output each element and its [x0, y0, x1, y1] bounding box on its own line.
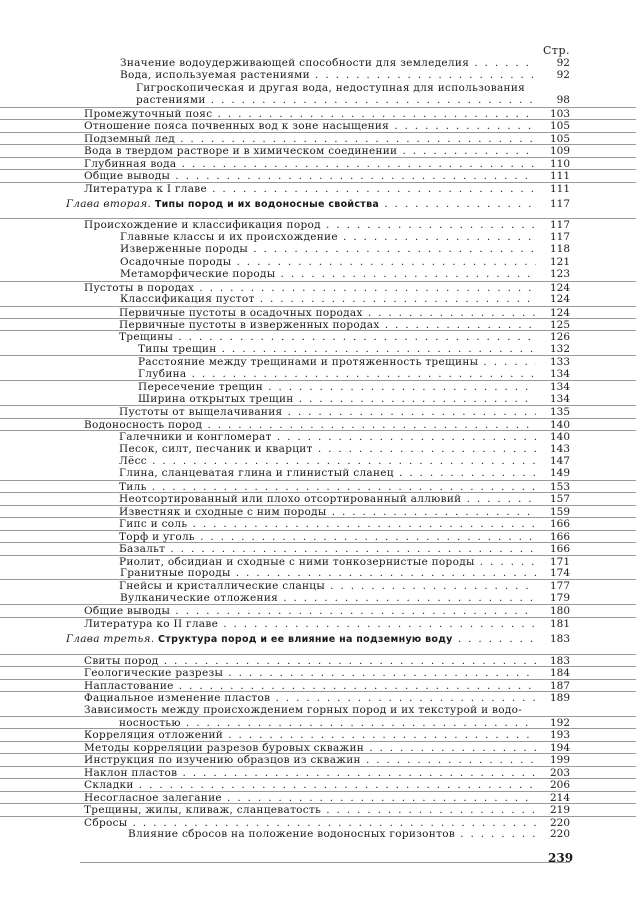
toc-page-number: 124: [549, 306, 570, 319]
entry-text: Неотсортированный или плохо отсортированный аллювий: [119, 493, 462, 506]
entry-text: Глина, сланцеватая глина и глинистый сланец: [119, 467, 394, 480]
toc-page-number: 92: [556, 69, 570, 82]
toc-entry: [0, 243, 636, 256]
entry-text: Первичные пустоты в изверженных породах: [119, 319, 380, 331]
entry-text: Вода в твердом растворе и в химическом соединении: [84, 145, 398, 158]
toc-entry: [0, 443, 636, 456]
toc-entry-title: [120, 567, 536, 580]
entry-text: Трещины: [119, 331, 174, 344]
entry-text: Гнейсы и кристаллические сланцы: [119, 580, 326, 593]
entry-text: Торф и уголь: [119, 530, 195, 543]
toc-page-number: 192: [549, 716, 570, 729]
toc-entry: [0, 57, 636, 70]
pages-column-header: Стр.: [542, 44, 570, 57]
entry-text: Методы корреляции разрезов буровых скважин: [84, 741, 365, 754]
toc-page-number: 179: [549, 591, 570, 604]
toc-page-number: 140: [549, 431, 570, 444]
toc-page-number: 199: [549, 754, 570, 767]
toc-page-number: 117: [549, 230, 570, 243]
entry-text: Свиты пород: [84, 654, 159, 667]
toc-entry: [0, 182, 636, 196]
toc-page-number: 105: [549, 132, 570, 145]
toc-page-number: 149: [549, 467, 570, 480]
toc-entry: [0, 704, 636, 717]
toc-page-number: 140: [549, 418, 570, 431]
toc-page-number: 184: [549, 667, 570, 680]
toc-entry: [0, 82, 636, 95]
toc-entry: [0, 94, 636, 107]
toc-chapter-heading: [0, 633, 636, 646]
entry-text: Лёсс: [119, 454, 147, 467]
toc-entry-title: [84, 183, 536, 196]
entry-text: Классификация пустот: [120, 293, 255, 306]
entry-text: Влияние сбросов на положение водоносных горизонтов: [128, 828, 456, 840]
toc-page-number: 157: [549, 493, 570, 506]
toc-page-number: 171: [549, 555, 570, 568]
toc-entry-title: [119, 443, 536, 456]
toc-page-number: 124: [549, 293, 570, 306]
entry-text: Происхождение и классификация пород: [84, 219, 321, 232]
toc-page-number: 153: [549, 480, 570, 493]
toc-entry-title: [120, 256, 536, 269]
entry-text: Литература к I главе: [84, 182, 208, 195]
entry-text: Базальт: [119, 543, 166, 556]
toc-entry: [0, 592, 636, 605]
toc-page-number: 121: [549, 255, 570, 268]
toc-entry-title: [66, 198, 536, 211]
toc-page-number: 124: [549, 281, 570, 294]
toc-page-number: 220: [549, 828, 570, 840]
toc-entry-title: [120, 57, 536, 70]
toc-page-number: 98: [556, 94, 570, 107]
entry-text: Наклон пластов: [84, 766, 178, 779]
entry-text: Пустоты от выщелачивания: [119, 406, 283, 419]
toc-page-number: 206: [549, 779, 570, 792]
toc-entry: [0, 617, 636, 631]
toc-page-number: 111: [549, 170, 570, 183]
toc-entry-title: [119, 467, 536, 480]
entry-text: Отношение пояса почвенных вод к зоне насыщения: [84, 120, 390, 133]
entry-text: Сбросы: [84, 816, 128, 829]
toc-page-number: 166: [549, 530, 570, 543]
toc-page-number: 117: [549, 219, 570, 232]
toc-entry-title: [128, 828, 536, 841]
toc-entry: [0, 393, 636, 406]
entry-text: носностью: [119, 716, 181, 729]
entry-text: Песок, силт, песчаник и кварцит: [119, 442, 313, 455]
toc-entry-title: [138, 343, 536, 356]
entry-text: Фациальное изменение пластов: [84, 692, 271, 705]
toc-page-number: 187: [549, 679, 570, 692]
toc-page-number: 183: [549, 633, 570, 646]
toc-page-number: 194: [549, 741, 570, 754]
toc-page-number: 219: [549, 804, 570, 817]
entry-text: Вулканические отложения: [120, 591, 279, 604]
toc-entry-title: [120, 268, 536, 281]
entry-text: Известняк и сходные с ним породы: [119, 505, 327, 518]
entry-text: Общие выводы: [84, 170, 171, 183]
toc-page-number: 110: [549, 157, 570, 170]
toc-entry-title: [138, 368, 536, 381]
entry-text: Тиль: [119, 480, 147, 493]
toc-page-number: 181: [549, 617, 570, 630]
chapter-title: Типы пород и их водоносные свойства: [154, 198, 380, 210]
entry-text: Гранитные породы: [120, 567, 231, 579]
entry-text: Геологические разрезы: [84, 667, 224, 680]
entry-text: Значение водоудерживающей способности для земледелия: [120, 57, 470, 69]
entry-text: Галечники и конгломерат: [119, 431, 272, 444]
entry-text: Несогласное залегание: [84, 791, 222, 804]
toc-entry: [0, 293, 636, 306]
toc-page-number: 180: [549, 605, 570, 618]
entry-text: Водоносность пород: [84, 418, 203, 431]
toc-entry-title: [120, 243, 536, 256]
toc-page-number: 214: [549, 791, 570, 804]
toc-page-number: 220: [549, 816, 570, 829]
toc-page-number: 166: [549, 518, 570, 531]
toc-page-number: 103: [549, 107, 570, 120]
toc-entry-title: [138, 393, 536, 406]
entry-text: Типы трещин: [138, 342, 217, 355]
entry-text: Напластование: [84, 679, 174, 692]
toc-page-number: 118: [549, 243, 570, 256]
entry-text: Литература ко II главе: [84, 617, 219, 630]
toc-page-number: 126: [549, 331, 570, 344]
toc-entry: [0, 343, 636, 356]
toc-entry: [0, 467, 636, 480]
toc-entry-title: [120, 293, 536, 306]
toc-page-number: 109: [549, 145, 570, 158]
toc-entry-title: [66, 633, 536, 646]
entry-text: Пересечение трещин: [138, 381, 264, 394]
toc-page-number: 105: [549, 120, 570, 133]
entry-text: Ширина открытых трещин: [138, 392, 294, 405]
entry-text: Зависимость между происхождением горных пород и их текстурой и водо-: [84, 703, 523, 716]
toc-entry: [0, 368, 636, 381]
toc-entry-title: [84, 704, 536, 717]
bottom-rule: [80, 862, 570, 863]
entry-text: Изверженные породы: [120, 243, 249, 256]
toc-page-number: 111: [549, 182, 570, 195]
toc-page-number: 174: [549, 567, 570, 579]
entry-text: Метаморфические породы: [120, 268, 276, 281]
toc-page-number: 135: [549, 406, 570, 419]
toc-page-number: 147: [549, 454, 570, 467]
page-number: 239: [548, 851, 574, 865]
toc-chapter-heading: [0, 198, 636, 211]
toc-entry: [0, 256, 636, 269]
entry-text: Корреляция отложений: [84, 729, 224, 742]
toc-entry: [0, 268, 636, 281]
entry-text: Расстояние между трещинами и протяженность трещины: [138, 356, 479, 369]
toc-entry: [0, 567, 636, 580]
toc-page-number: 159: [549, 505, 570, 518]
entry-text: Первичные пустоты в осадочных породах: [119, 306, 363, 319]
entry-text: Риолит, обсидиан и сходные с ними тонкозернистые породы: [119, 555, 475, 568]
entry-text: Общие выводы: [84, 605, 171, 618]
entry-text: Гипс и соль: [119, 518, 188, 531]
toc-entry-title: [120, 592, 536, 605]
toc-page-number: 189: [549, 692, 570, 705]
toc-entry-title: [120, 231, 536, 244]
toc-entry-title: [136, 82, 536, 95]
toc-page-number: 132: [549, 342, 570, 355]
toc-page-number: 123: [549, 268, 570, 281]
entry-text: Трещины, жилы, кливаж, сланцеватость: [84, 804, 322, 817]
chapter-label: Глава третья.: [66, 633, 155, 646]
toc-page-number: 177: [549, 580, 570, 593]
toc-page-number: 203: [549, 766, 570, 779]
entry-text: Инструкция по изучению образцов из скважин: [84, 754, 361, 767]
toc-entry: [0, 69, 636, 82]
toc-entry: [0, 455, 636, 468]
toc-page-number: 92: [556, 57, 570, 69]
chapter-title: Структура пород и ее влияние на подземную воду: [158, 634, 453, 646]
toc-page-number: 134: [549, 367, 570, 380]
toc-entry-title: [120, 69, 536, 82]
toc-page-number: 133: [549, 356, 570, 369]
entry-text: Пустоты в породах: [84, 281, 195, 294]
toc-entry-title: [119, 455, 536, 468]
entry-text: Глубина: [138, 367, 187, 380]
toc-page-number: 143: [549, 442, 570, 455]
toc-page-number: 166: [549, 543, 570, 556]
entry-text: Подземный лед: [84, 132, 175, 145]
entry-text: Гигроскопическая и другая вода, недоступная для использования: [136, 81, 526, 94]
entry-text: Промежуточный пояс: [84, 107, 213, 120]
toc-page-number: 117: [549, 197, 570, 210]
toc-page-number: 134: [549, 392, 570, 405]
toc-page-number: 134: [549, 381, 570, 394]
entry-text: Осадочные породы: [120, 255, 232, 268]
toc-page-number: 125: [549, 319, 570, 331]
entry-text: Главные классы и их происхождение: [120, 230, 338, 243]
entry-text: Вода, используемая растениями: [120, 69, 310, 82]
toc-entry: [0, 828, 636, 841]
entry-text: Глубинная вода: [84, 157, 177, 170]
toc-entry-title: [136, 94, 536, 107]
entry-text: Складки: [84, 779, 134, 792]
toc-entry: [0, 231, 636, 244]
toc-page-number: 183: [549, 654, 570, 667]
toc-entry-title: [84, 618, 536, 631]
toc-page-number: 193: [549, 729, 570, 742]
entry-text: растениями: [136, 94, 206, 107]
chapter-label: Глава вторая.: [66, 197, 152, 210]
